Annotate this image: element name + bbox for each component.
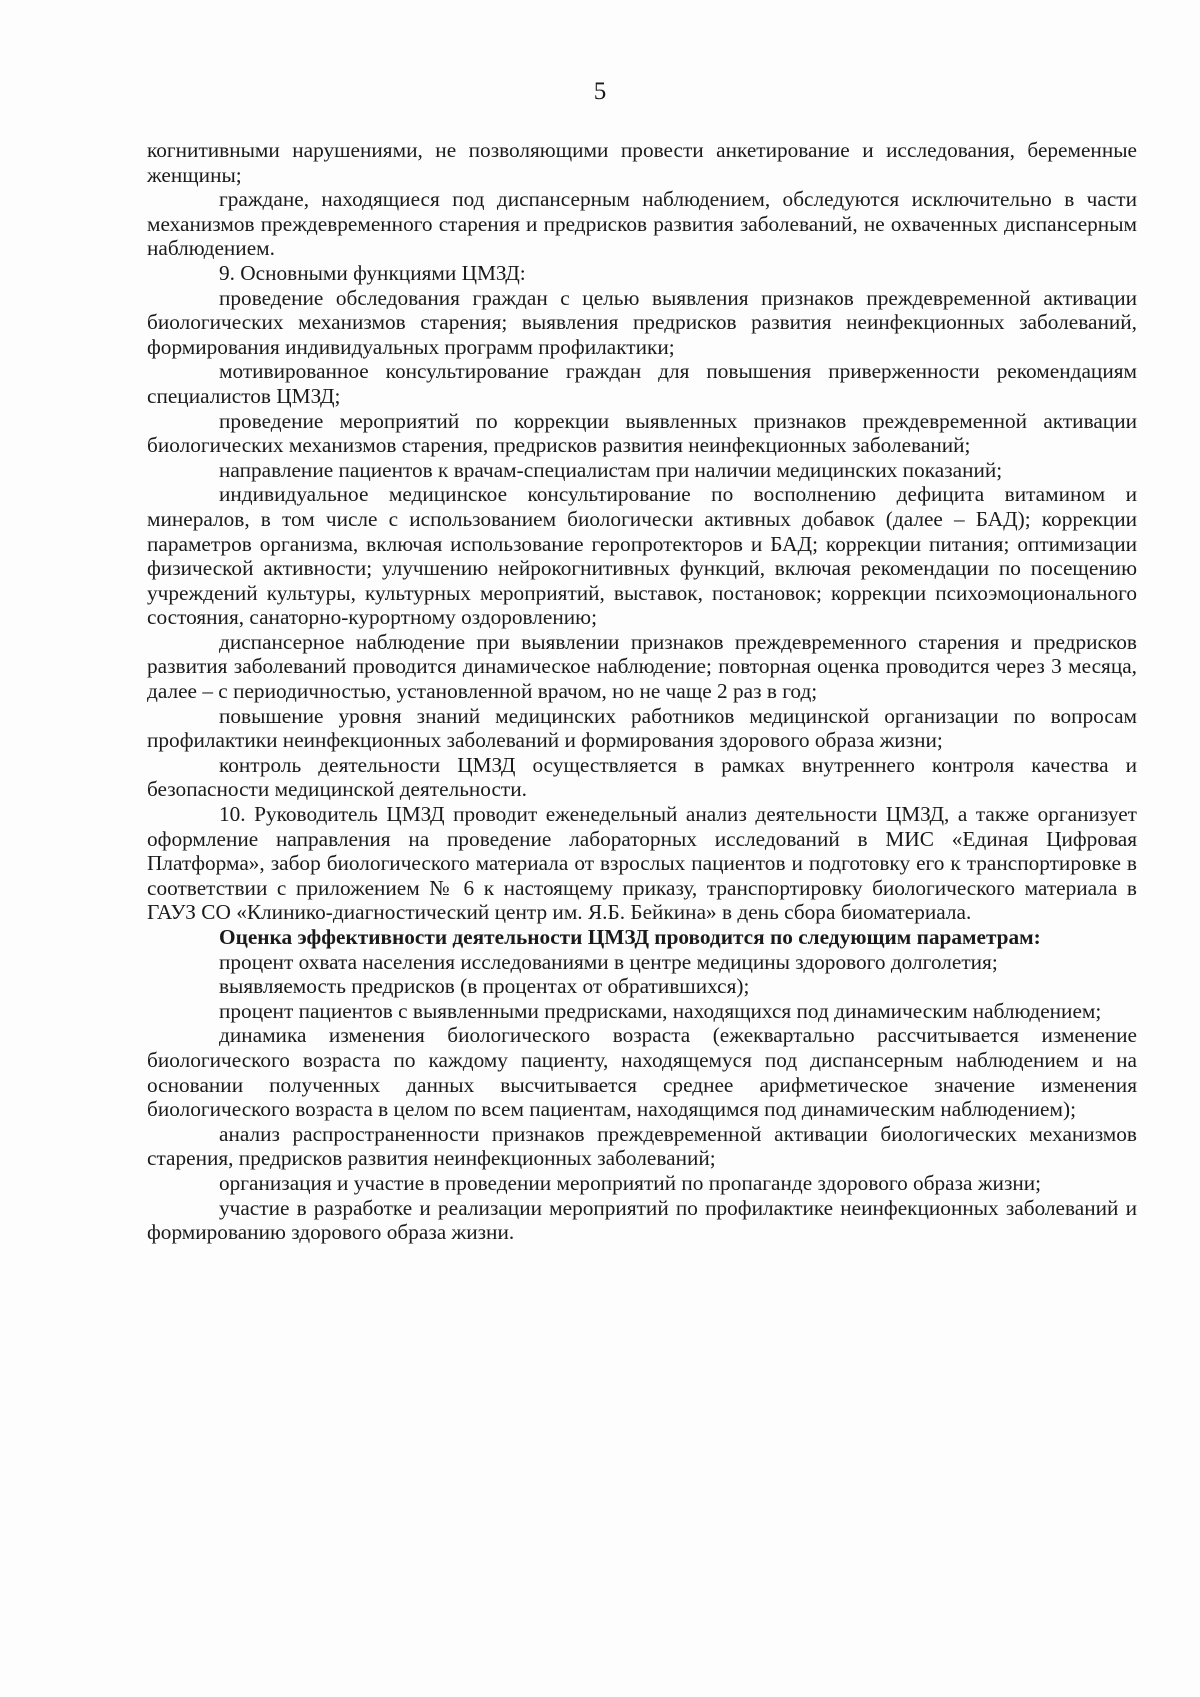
function-staff-knowledge: повышение уровня знаний медицинских работников медицинской организации по вопросам профилактики неинфекционных заболеваний и формирования здорового образа жизни; bbox=[147, 703, 1137, 753]
parameter-coverage: процент охвата населения исследованиями в центре медицины здорового долголетия; bbox=[219, 949, 998, 974]
parameter-observed-patients: процент пациентов с выявленными предрисками, находящихся под динамическим наблюдением; bbox=[219, 998, 1102, 1023]
paragraph-exclusions-continued: когнитивными нарушениями, не позволяющими провести анкетирование и исследования, беременные женщины; bbox=[147, 138, 1137, 187]
function-activity-control: контроль деятельности ЦМЗД осуществляется в рамках внутреннего контроля качества и безопасности медицинской деятельности. bbox=[147, 752, 1137, 802]
parameter-healthy-lifestyle-promotion: организация и участие в проведении мероприятий по пропаганде здорового образа жизни; bbox=[219, 1170, 1042, 1195]
function-motivational-consulting: мотивированное консультирование граждан для повышения приверженности рекомендациям специалистов ЦМЗД; bbox=[147, 359, 1137, 408]
function-specialist-referral: направление пациентов к врачам-специалистам при наличии медицинских показаний; bbox=[219, 457, 1003, 482]
parameter-prevalence-analysis: анализ распространенности признаков преждевременной активации биологических механизмов старения, предрисков развития неинфекционных заболеваний; bbox=[147, 1121, 1137, 1171]
function-individual-consulting: индивидуальное медицинское консультирование по восполнению дефицита витамином и минералов, в том числе с использованием биологически активных добавок (далее – БАД); коррекции параметров организма, включая использование геропротекторов и БАД; коррекции питания; оптимизации физической активности; улучшению нейрокогнитивных функций, включая рекомендации по посещению учреждений культуры, культурных мероприятий, выставок, постановок; коррекции психоэмоционального состояния, санаторно-курортному оздоровлению; bbox=[147, 482, 1137, 630]
parameter-biological-age: динамика изменения биологического возраста (ежеквартально рассчитывается изменение биологического возраста по каждому пациенту, находящемуся под диспансерным наблюдением и на основании полученных данных высчитывается среднее арифметическое значение изменения биологического возраста в целом по всем пациентам, находящимся под динамическим наблюдением); bbox=[147, 1023, 1137, 1122]
parameter-prevention-programs: участие в разработке и реализации мероприятий по профилактике неинфекционных заболеваний и формированию здорового образа жизни. bbox=[147, 1195, 1137, 1245]
evaluation-heading: Оценка эффективности деятельности ЦМЗД проводится по следующим параметрам: bbox=[219, 925, 1041, 949]
function-correction-measures: проведение мероприятий по коррекции выявленных признаков преждевременной активации биологических механизмов старения, предрисков развития неинфекционных заболеваний; bbox=[147, 408, 1137, 458]
function-dispensary-observation: диспансерное наблюдение при выявлении признаков преждевременного старения и предрисков развития заболеваний проводится динамическое наблюдение; повторная оценка проводится через 3 месяца, далее – с периодичностью, установленной врачом, но не чаще 2 раз в год; bbox=[147, 629, 1137, 704]
page-number: 5 bbox=[593, 78, 607, 105]
document-body bbox=[147, 138, 1137, 1245]
parameter-detection-rate: выявляемость предрисков (в процентах от обратившихся); bbox=[219, 974, 750, 999]
section-9-heading: 9. Основными функциями ЦМЗД: bbox=[219, 260, 526, 285]
section-10-paragraph: 10. Руководитель ЦМЗД проводит еженедельный анализ деятельности ЦМЗД, а также организует оформление направления на проведение лабораторных исследований в МИС «Единая Цифровая Платформа», забор биологического материала от взрослых пациентов и подготовку его к транспортировке в соответствии с приложением № 6 к настоящему приказу, транспортировку биологического материала в ГАУЗ СО «Клинико-диагностический центр им. Я.Б. Бейкина» в день сбора биоматериала. bbox=[147, 802, 1137, 925]
function-examination: проведение обследования граждан с целью выявления признаков преждевременной активации биологических механизмов старения; выявления предрисков развития неинфекционных заболеваний, формирования индивидуальных программ профилактики; bbox=[147, 285, 1137, 359]
paragraph-dispensary-citizens: граждане, находящиеся под диспансерным наблюдением, обследуются исключительно в части механизмов преждевременного старения и предрисков развития заболеваний, не охваченных диспансерным наблюдением. bbox=[147, 187, 1137, 261]
